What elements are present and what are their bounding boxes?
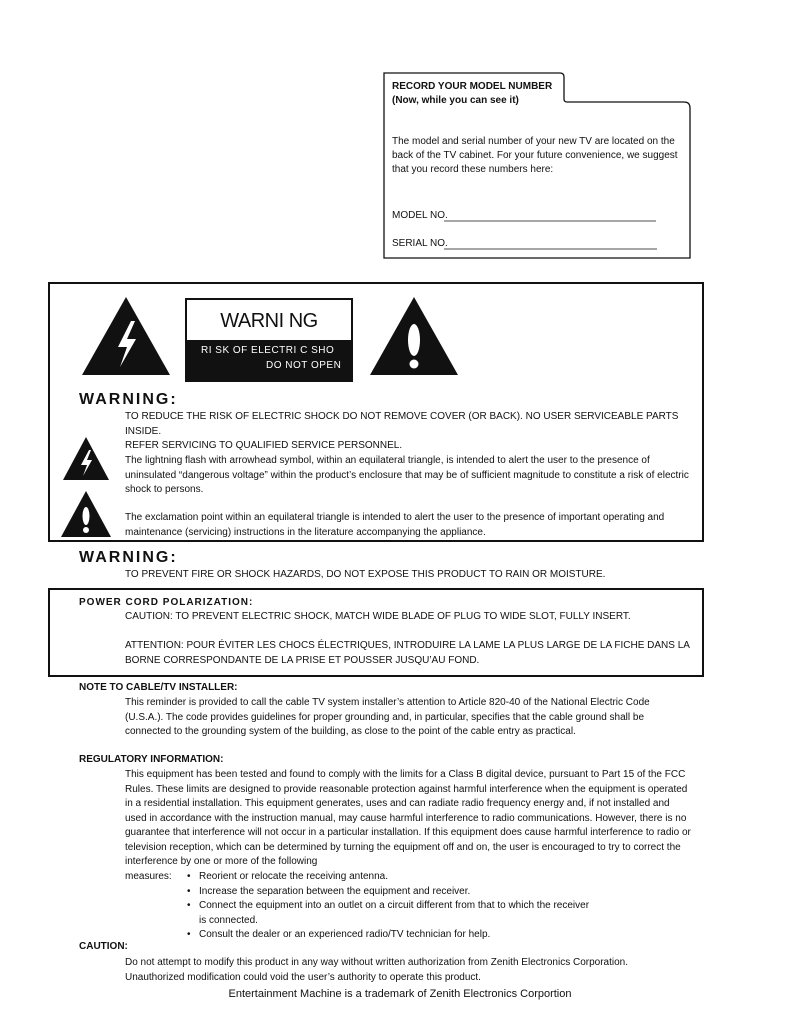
cable-installer-heading: NOTE TO CABLE/TV INSTALLER: <box>79 682 238 693</box>
warning-label-line1: RI SK OF ELECTRI C SHO <box>201 345 335 356</box>
warning-1-text-line2: REFER SERVICING TO QUALIFIED SERVICE PERSONNEL. <box>125 440 403 451</box>
polarization-caution: CAUTION: TO PREVENT ELECTRIC SHOCK, MATCH WIDE BLADE OF PLUG TO WIDE SLOT, FULLY INSERT. <box>125 611 631 622</box>
model-record-box <box>383 72 691 259</box>
serial-number-label: SERIAL NO. <box>392 238 448 249</box>
regulatory-heading: REGULATORY INFORMATION: <box>79 754 224 765</box>
warning-heading-2: WARNING: <box>79 549 178 566</box>
warning-1-text <box>125 410 690 454</box>
regulatory-text: This equipment has been tested and found to comply with the limits for a Class B digital device, pursuant to Part 15 of the FCC Rules. These limits are designed to provide reasonable protection against harmful interference when the equipment is operated in a residential installation. This equipment generates, uses and can radiate radio frequency energy and, if not installed and used in accordance with the instruction manual, may cause harmful interference to radio communications. However, there is no guarantee that interference will not occur in a particular installation. If this equipment does cause harmful interference to radio or television reception, which can be determined by turning the equipment off and on, the user is encouraged to try to correct the interference by one or more of the following <box>125 769 691 867</box>
exclamation-explanation: The exclamation point within an equilateral triangle is intended to alert the user to the presence of important operating and maintenance (servicing) instructions in the literature accompanying the appliance. <box>125 512 665 538</box>
polarization-attention: ATTENTION: POUR ÉVITER LES CHOCS ÉLECTRIQUES, INTRODUIRE LA LAME LA PLUS LARGE DE LA FICHE DANS LA BORNE CORRESPONDANTE DE LA PRISE ET POUSSER JUSQU’AU FOND. <box>125 640 690 666</box>
record-instructions: The model and serial number of your new TV are located on the back of the TV cabinet. For your future convenience, we suggest that you record these numbers here: <box>392 136 678 175</box>
warning-label <box>185 298 353 382</box>
trademark-footer: Entertainment Machine is a trademark of Zenith Electronics Corportion <box>228 988 572 1000</box>
lightning-triangle-icon <box>80 295 172 377</box>
measure-item: • Connect the equipment into an outlet on a circuit different from that to which the receiver is connected. <box>187 899 592 928</box>
exclamation-triangle-icon <box>368 295 460 377</box>
small-exclamation-triangle-icon <box>60 490 112 538</box>
measure-item: • Reorient or relocate the receiving antenna. <box>187 870 592 885</box>
caution-text: Do not attempt to modify this product in any way without written authorization from Zenith Electronics Corporation. Unauthorized modification could void the user’s authority to operate this product. <box>125 957 629 983</box>
caution-heading: CAUTION: <box>79 941 128 952</box>
measure-item: • Increase the separation between the equipment and receiver. <box>187 885 592 900</box>
polarization-heading: POWER CORD POLARIZATION: <box>79 597 254 608</box>
warning-2-text: TO PREVENT FIRE OR SHOCK HAZARDS, DO NOT EXPOSE THIS PRODUCT TO RAIN OR MOISTURE. <box>125 569 606 580</box>
measures-list <box>187 870 592 943</box>
record-title <box>392 80 552 108</box>
warning-heading-1: WARNING: <box>79 391 178 408</box>
model-number-label: MODEL NO. <box>392 210 448 221</box>
lightning-explanation: The lightning flash with arrowhead symbol, within an equilateral triangle, is intended to alert the user to the presence of uninsulated “dangerous voltage” within the product’s enclosure that may be of sufficient magnitude to constitute a risk of electric shock to persons. <box>125 455 689 495</box>
warning-label-title: WARNI NG <box>220 310 318 332</box>
small-lightning-triangle-icon <box>62 436 110 481</box>
warning-label-band <box>187 340 351 382</box>
measure-item: • Consult the dealer or an experienced radio/TV technician for help. <box>187 928 592 943</box>
cable-installer-text: This reminder is provided to call the cable TV system installer’s attention to Article 820-40 of the National Electric Code (U.S.A.). The code provides guidelines for proper grounding and, in particular, specifies that the cable ground shall be connected to the grounding system of the building, as close to the point of the cable entry as practical. <box>125 697 650 737</box>
warning-1-text-line1: TO REDUCE THE RISK OF ELECTRIC SHOCK DO NOT REMOVE COVER (OR BACK). NO USER SERVICEABLE PARTS INSIDE. <box>125 411 679 437</box>
warning-label-line2: DO NOT OPEN <box>266 360 342 371</box>
record-title-line1: RECORD YOUR MODEL NUMBER <box>392 81 553 92</box>
record-title-line2: (Now, while you can see it) <box>392 95 519 106</box>
measures-label: measures: <box>125 871 172 882</box>
